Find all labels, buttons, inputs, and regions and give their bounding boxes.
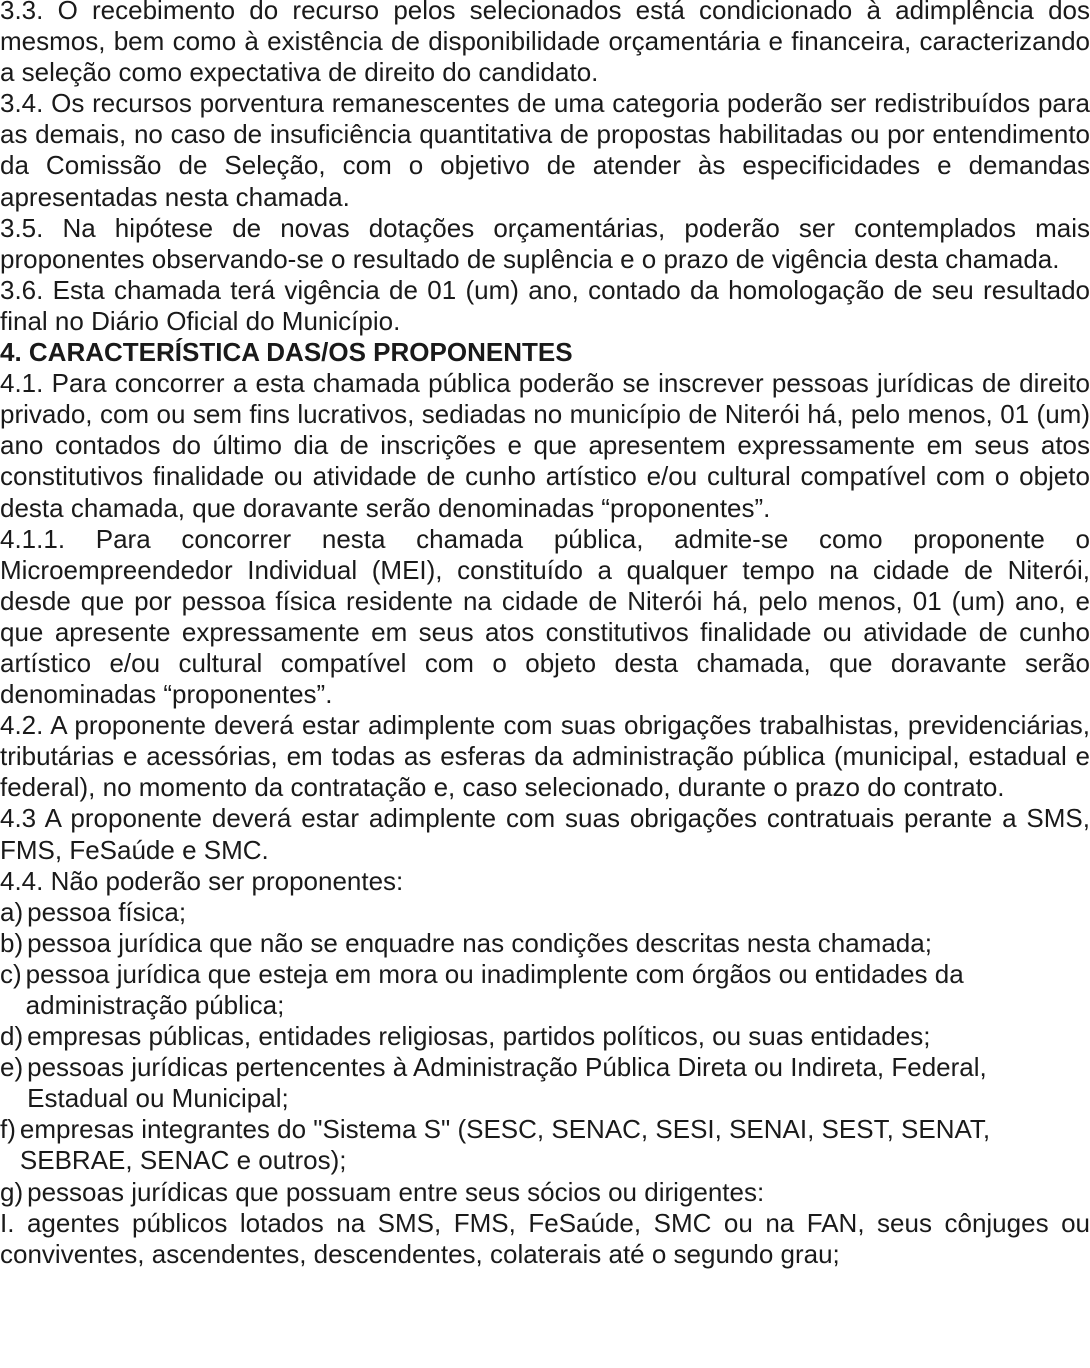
paragraph-3-6: 3.6. Esta chamada terá vigência de 01 (um) ano, contado da homologação de seu resultado final no Diário Oficial do Município. xyxy=(0,274,1090,336)
list-item-text: pessoa jurídica que não se enquadre nas condições descritas nesta chamada; xyxy=(27,927,932,958)
list-item-f xyxy=(0,1114,1090,1176)
list-item-text: pessoa jurídica que esteja em mora ou inadimplente com órgãos ou entidades da administração pública; xyxy=(25,958,964,1020)
paragraph-4-1: 4.1. Para concorrer a esta chamada pública poderão se inscrever pessoas jurídicas de direito privado, com ou sem fins lucrativos, sediadas no município de Niterói há, pelo menos, 01 (um) ano contados do último dia de inscrições e que apresentem expressamente em seus atos constitutivos finalidade ou atividade de cunho artístico e/ou cultural compatível com o objeto desta chamada, que doravante serão denominadas “proponentes”. xyxy=(0,368,1090,523)
paragraph-3-3: 3.3. O recebimento do recurso pelos selecionados está condicionado à adimplência dos mesmos, bem como à existência de disponibilidade orçamentária e financeira, caracterizando a seleção como expectativa de direito do candidato. xyxy=(0,0,1090,88)
list-item-d xyxy=(0,1021,1090,1052)
sub-item-roman-1: I. agentes públicos lotados na SMS, FMS, FeSaúde, SMC ou na FAN, seus cônjuges ou conviventes, ascendentes, descendentes, colaterais até o segundo grau; xyxy=(0,1207,1090,1269)
list-item-e xyxy=(0,1052,1090,1114)
list-marker: g) xyxy=(0,1176,24,1207)
list-marker: a) xyxy=(0,896,24,927)
list-marker: d) xyxy=(0,1021,24,1052)
list-item-a xyxy=(0,897,1090,928)
list-item-text: pessoas jurídicas pertencentes à Administração Pública Direta ou Indireta, Federal, Estadual ou Municipal; xyxy=(27,1052,987,1114)
list-item-b xyxy=(0,928,1090,959)
exclusion-list xyxy=(0,897,1090,1208)
list-item-text: pessoas jurídicas que possuam entre seus sócios ou dirigentes: xyxy=(27,1176,765,1207)
paragraph-3-5: 3.5. Na hipótese de novas dotações orçamentárias, poderão ser contemplados mais proponentes observando-se o resultado de suplência e o prazo de vigência desta chamada. xyxy=(0,212,1090,274)
paragraph-4-3: 4.3 A proponente deverá estar adimplente com suas obrigações contratuais perante a SMS, FMS, FeSaúde e SMC. xyxy=(0,803,1090,865)
list-item-c xyxy=(0,959,1090,1021)
list-item-text: empresas integrantes do "Sistema S" (SESC, SENAC, SESI, SENAI, SEST, SENAT, SEBRAE, SENAC e outros); xyxy=(19,1114,991,1176)
list-marker: f) xyxy=(0,1114,16,1145)
paragraph-4-2: 4.2. A proponente deverá estar adimplente com suas obrigações trabalhistas, previdenciárias, tributárias e acessórias, em todas as esferas da administração pública (municipal, estadual e federal), no momento da contratação e, caso selecionado, durante o prazo do contrato. xyxy=(0,710,1090,803)
list-marker: c) xyxy=(0,958,22,989)
list-marker: b) xyxy=(0,927,24,958)
list-item-text: empresas públicas, entidades religiosas, partidos políticos, ou suas entidades; xyxy=(27,1021,931,1052)
paragraph-3-4: 3.4. Os recursos porventura remanescentes de uma categoria poderão ser redistribuídos para as demais, no caso de insuficiência quantitativa de propostas habilitadas ou por entendimento da Comissão de Seleção, com o objetivo de atender às especificidades e demandas apresentadas nesta chamada. xyxy=(0,88,1090,212)
list-marker: e) xyxy=(0,1052,24,1083)
paragraph-4-4: 4.4. Não poderão ser proponentes: xyxy=(0,865,404,896)
list-item-text: pessoa física; xyxy=(27,896,187,927)
section-heading-4: 4. CARACTERÍSTICA DAS/OS PROPONENTES xyxy=(0,337,573,368)
paragraph-4-1-1: 4.1.1. Para concorrer nesta chamada pública, admite-se como proponente o Microempreendedor Individual (MEI), constituído a qualquer tempo na cidade de Niterói, desde que por pessoa física residente na cidade de Niterói há, pelo menos, 01 (um) ano, e que apresente expressamente em seus atos constitutivos finalidade ou atividade de cunho artístico e/ou cultural compatível com o objeto desta chamada, que doravante serão denominadas “proponentes”. xyxy=(0,523,1090,710)
list-item-g xyxy=(0,1177,1090,1208)
